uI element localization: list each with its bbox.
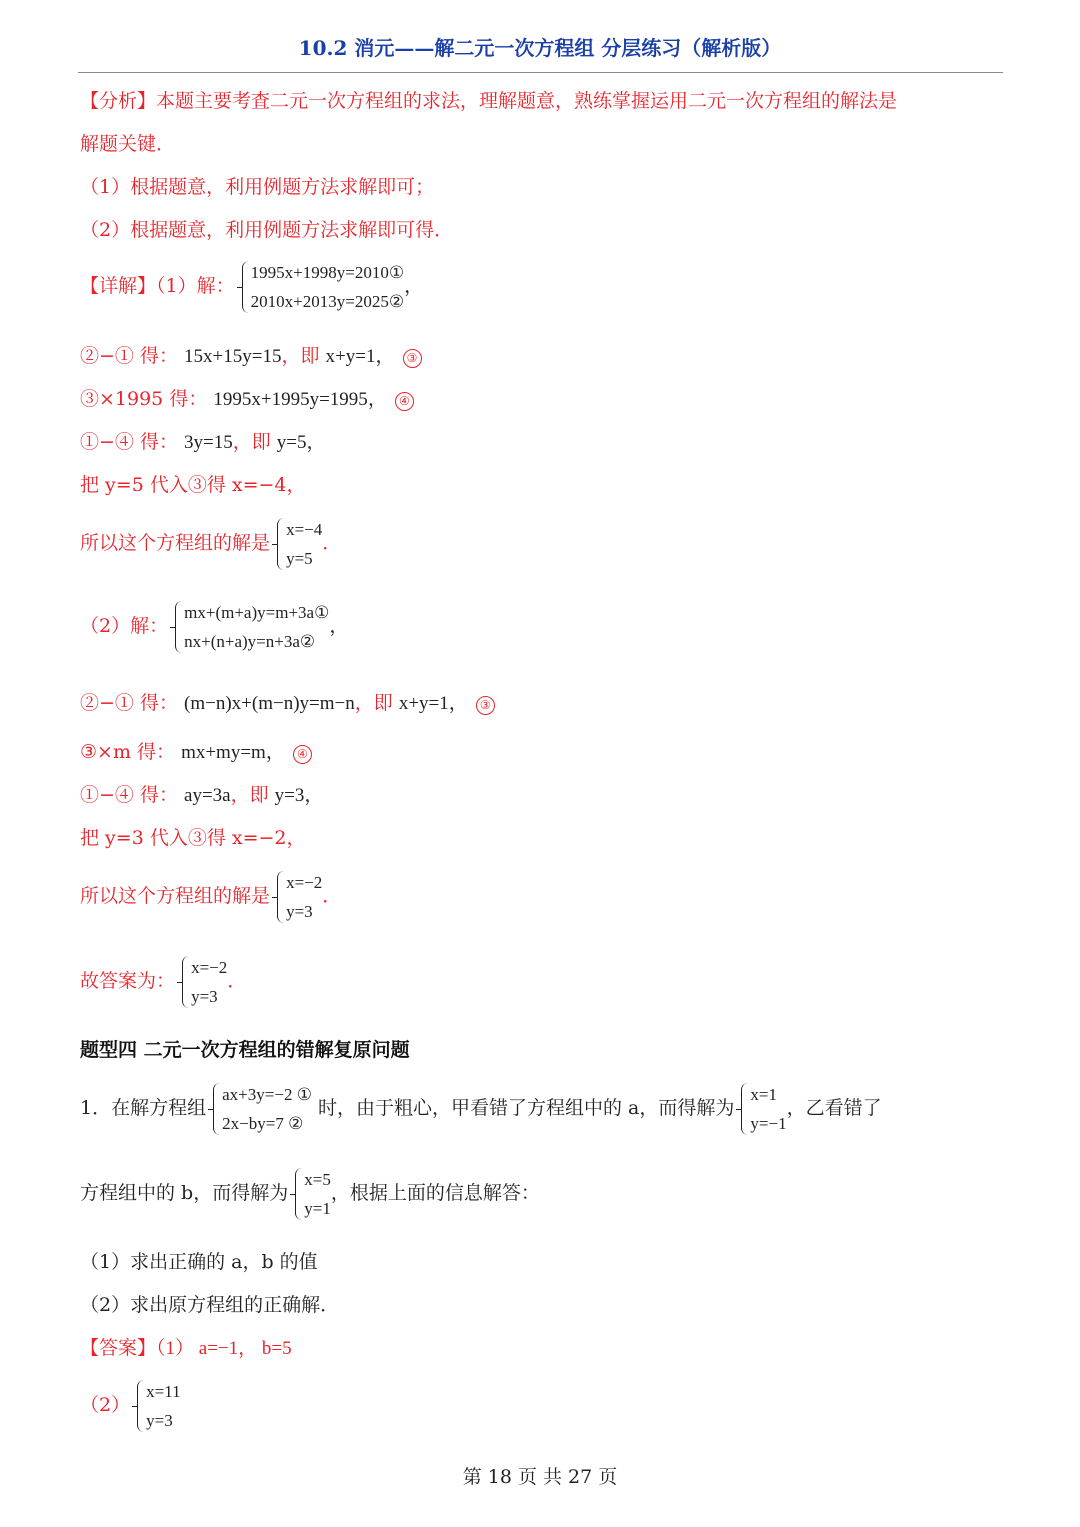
page-footer: 第 18 页 共 27 页 [462, 1466, 618, 1488]
equation: mx+my=m [181, 742, 266, 763]
solution-y: y=3 [146, 1411, 173, 1430]
answer-2-system [136, 1377, 180, 1435]
equation: x+y=1 [325, 346, 376, 367]
circled-number: ④ [395, 392, 414, 411]
circled-number: ③ [476, 696, 495, 715]
system-1-eq-1: 1995x+1998y=2010① [250, 263, 405, 282]
section-title: 题型四 二元一次方程组的错解复原问题 [80, 1039, 410, 1061]
question-line2-prefix: 方程组中的 b，而得解为 [80, 1182, 289, 1204]
header-divider [78, 72, 1003, 73]
system-1 [241, 258, 404, 316]
question-mid: 时，由于粗心，甲看错了方程组中的 a，而得解为 [318, 1097, 735, 1119]
step2-line-1: ②−① 得： (m−n)x+(m−n)y=m−n，即 x+y=1， ③ [80, 688, 495, 715]
answer-line-2 [80, 1377, 181, 1435]
step2-line-3: ①−④ 得： ay=3a，即 y=3， [80, 784, 324, 806]
question-item-1: （1）求出正确的 a，b 的值 [80, 1251, 318, 1273]
system-2-eq-2: nx+(n+a)y=n+3a② [184, 632, 316, 651]
question-eq-2: 2x−by=7 ② [222, 1114, 304, 1133]
answer-2-prefix: （2） [80, 1394, 131, 1416]
solution-x: x=−2 [191, 958, 228, 977]
solution-1-system [276, 515, 322, 573]
wrong-solution-b [294, 1165, 331, 1223]
step-label: ②−① 得： [80, 345, 178, 367]
answer-1: （1） a=−1， b=5 [156, 1338, 292, 1359]
connector: ，即 [354, 692, 393, 714]
circled-number: ④ [293, 745, 312, 764]
step1-line-1: ②−① 得： 15x+15y=15，即 x+y=1， ③ [80, 341, 422, 368]
solution-2-system [276, 868, 322, 926]
analysis-text-1: 本题主要考査二元一次方程组的求法，理解题意，熟练掌握运用二元一次方程组的解法是 [156, 90, 898, 112]
question-system [212, 1080, 312, 1138]
equation: 1995x+1995y=1995 [213, 389, 368, 410]
equation: ay=3a [184, 785, 231, 806]
equation: (m−n)x+(m−n)y=m−n [184, 693, 355, 714]
part2-prefix: （2）解： [80, 615, 169, 637]
system-2 [174, 598, 329, 656]
connector: ，即 [230, 784, 269, 806]
analysis-line-2: 解题关键． [80, 133, 176, 155]
question-1-line-1 [80, 1080, 882, 1138]
question-line2-end: ，根据上面的信息解答： [330, 1182, 540, 1204]
system-2-eq-1: mx+(m+a)y=m+3a① [184, 603, 330, 622]
analysis-line-1 [80, 86, 897, 113]
question-1-line-2 [80, 1165, 540, 1223]
equation: 3y=15 [184, 432, 233, 453]
equation: y=5 [276, 432, 307, 453]
step-label: ①−④ 得： [80, 784, 178, 806]
analysis-item-1: （1）根据题意，利用例题方法求解即可； [80, 176, 435, 198]
step-label: ③×m 得： [80, 741, 176, 763]
page-title: 10.2 消元——解二元一次方程组 分层练习（解析版） [298, 36, 782, 60]
step2-line-2: ③×m 得： mx+my=m， ④ [80, 737, 312, 764]
solution-x: x=1 [750, 1085, 778, 1104]
solution-x: x=11 [146, 1382, 181, 1401]
part1-prefix: （1）解： [156, 275, 235, 297]
step-label: ①−④ 得： [80, 431, 178, 453]
final-solution-system [181, 953, 227, 1011]
step2-line-4: 把 y=3 代入③得 x=−2， [80, 827, 306, 849]
step-label: ②−① 得： [80, 692, 178, 714]
question-end: ，乙看错了 [786, 1097, 882, 1119]
solution-prefix: 所以这个方程组的解是 [80, 532, 271, 554]
detail-part1-header: 【详解】（1）解： 1995x+1998y=2010① 2010x+2013y=2025② ， [80, 258, 423, 316]
equation: y=3 [274, 785, 305, 806]
solution-y: y=3 [191, 987, 218, 1006]
solution-y: y=3 [286, 902, 313, 921]
solution-x: x=5 [304, 1170, 331, 1189]
detail-part2-header: （2）解： mx+(m+a)y=m+3a① nx+(n+a)y=n+3a② ， [80, 598, 348, 656]
detail-label: 【详解】 [80, 275, 157, 297]
analysis-item-2: （2）根据题意，利用例题方法求解即可得． [80, 219, 454, 241]
circled-number: ③ [403, 349, 422, 368]
solution-y: y=1 [304, 1199, 331, 1218]
solution-1: 所以这个方程组的解是 x=−4 y=5 ． [80, 515, 341, 573]
question-eq-1: ax+3y=−2 ① [222, 1085, 312, 1104]
system-1-eq-2: 2010x+2013y=2025② [250, 292, 405, 311]
solution-prefix: 所以这个方程组的解是 [80, 885, 271, 907]
equation: 15x+15y=15 [184, 346, 282, 367]
solution-y: y=−1 [750, 1114, 787, 1133]
solution-2: 所以这个方程组的解是 x=−2 y=3 ． [80, 868, 341, 926]
analysis-label: 【分析】 [80, 90, 157, 112]
wrong-solution-a [740, 1080, 786, 1138]
solution-x: x=−4 [286, 520, 323, 539]
solution-y: y=5 [286, 549, 313, 568]
step-label: ③×1995 得： [80, 388, 208, 410]
question-prefix: 1．在解方程组 [80, 1097, 207, 1119]
step1-line-4: 把 y=5 代入③得 x=−4， [80, 474, 306, 496]
equation: x+y=1 [398, 693, 449, 714]
connector: ，即 [281, 345, 320, 367]
question-item-2: （2）求出原方程组的正确解． [80, 1294, 340, 1316]
step1-line-3: ①−④ 得： 3y=15，即 y=5， [80, 431, 326, 453]
final-prefix: 故答案为： [80, 970, 176, 992]
answer-line-1 [80, 1333, 292, 1360]
connector: ，即 [232, 431, 271, 453]
solution-x: x=−2 [286, 873, 323, 892]
final-answer: 故答案为： x=−2 y=3 ． [80, 953, 246, 1011]
step1-line-2: ③×1995 得： 1995x+1995y=1995， ④ [80, 384, 414, 411]
answer-label: 【答案】 [80, 1337, 157, 1359]
